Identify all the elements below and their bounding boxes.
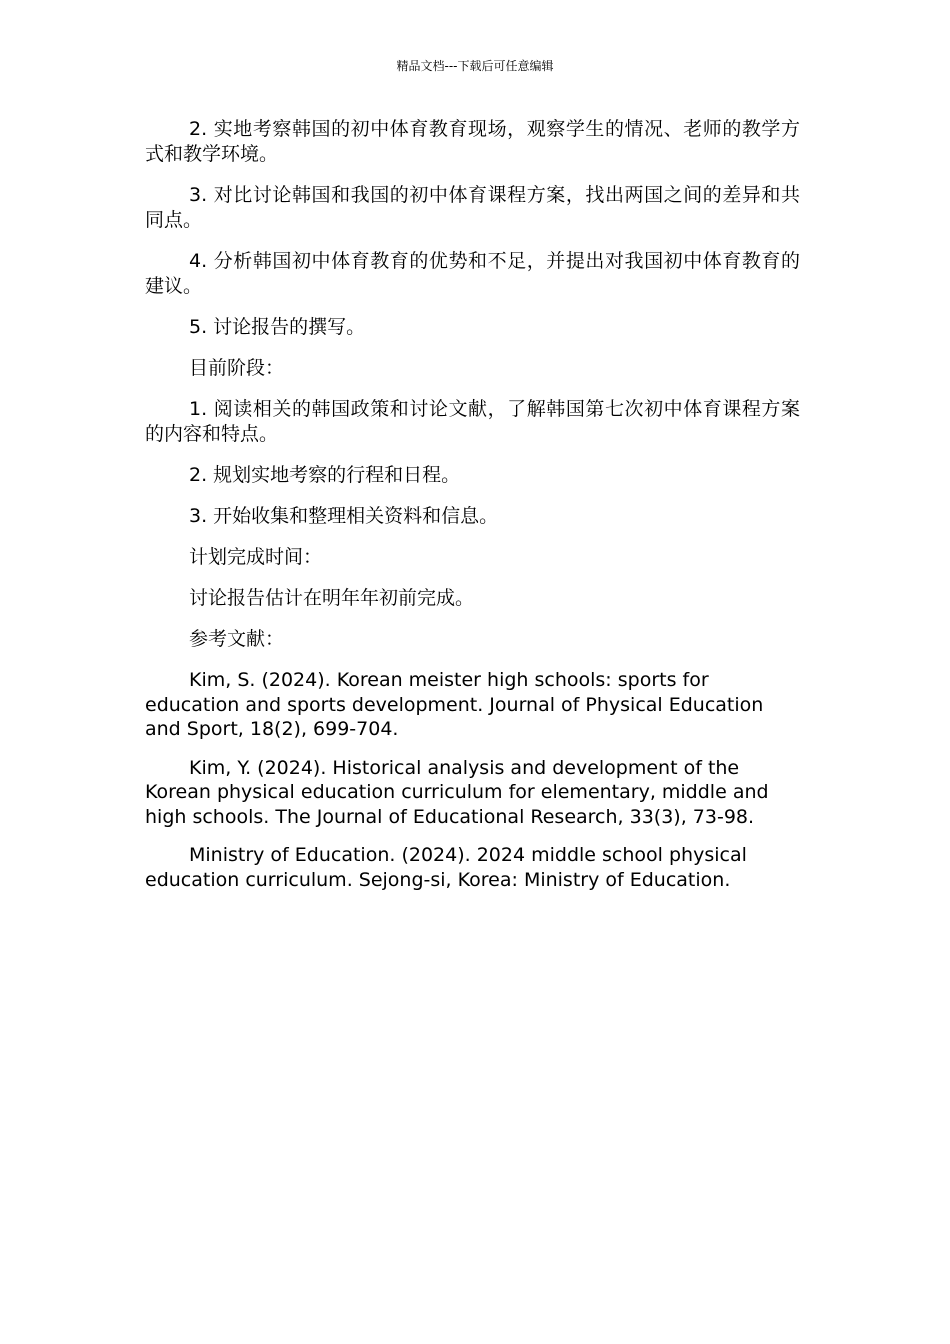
section-heading-references: 参考文献： <box>189 628 285 650</box>
paragraph-compare-curricula: 3. 对比讨论韩国和我国的初中体育课程方案，找出两国之间的差异和共同点。 <box>145 184 800 231</box>
paragraph-field-visit: 2. 实地考察韩国的初中体育教育现场，观察学生的情况、老师的教学方式和教学环境。 <box>145 118 800 165</box>
paragraph-analysis: 4. 分析韩国初中体育教育的优势和不足，并提出对我国初中体育教育的建议。 <box>145 250 800 297</box>
section-heading-completion-time: 计划完成时间： <box>189 546 323 568</box>
paragraph-plan-schedule: 2. 规划实地考察的行程和日程。 <box>189 464 461 486</box>
reference-entry-kim-y: Kim, Y. (2024). Historical analysis and development of the Korean physical education curriculum for elementary, middle and high schools. The Journal of Educational Research, 33(3), 73-98. <box>145 756 769 828</box>
reference-entry-kim-s: Kim, S. (2024). Korean meister high schools: sports for education and sports development. Journal of Physical Education and Sport, 18(2), 699-704. <box>145 669 764 740</box>
document-body <box>145 117 800 906</box>
paragraph-completion-estimate: 讨论报告估计在明年年初前完成。 <box>189 587 475 609</box>
paragraph-collect-data: 3. 开始收集和整理相关资料和信息。 <box>189 505 499 527</box>
page-header: 精品文档---下载后可任意编辑 <box>396 59 554 73</box>
paragraph-read-literature: 1. 阅读相关的韩国政策和讨论文献，了解韩国第七次初中体育课程方案的内容和特点。 <box>145 398 800 445</box>
section-heading-current-stage: 目前阶段： <box>189 357 285 379</box>
paragraph-report-writing: 5. 讨论报告的撰写。 <box>189 316 366 338</box>
reference-entry-ministry: Ministry of Education. (2024). 2024 middle school physical education curriculum. Sejong-si, Korea: Ministry of Education. <box>145 844 747 891</box>
